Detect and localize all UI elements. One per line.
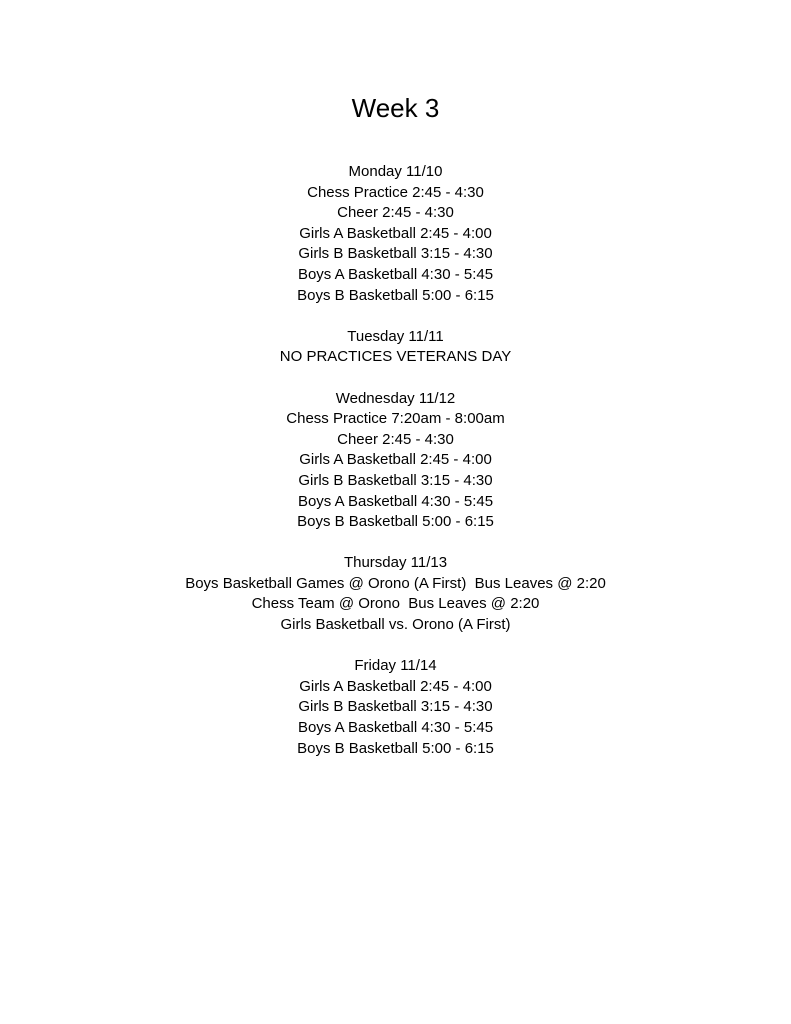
schedule-entry: Cheer 2:45 - 4:30 [337, 430, 454, 448]
schedule-entry: Boys A Basketball 4:30 - 5:45 [297, 492, 494, 510]
schedule-entry: Girls A Basketball 2:45 - 4:00 [299, 224, 492, 242]
schedule-entry: Boys A Basketball 4:30 - 5:45 [297, 719, 494, 737]
schedule-entry: Chess Practice 7:20am - 8:00am [286, 410, 505, 428]
schedule-entry: Boys Basketball Games @ Orono (A First) Bus Leaves @ 2:20 [185, 574, 606, 592]
schedule-entry: Chess Practice 2:45 - 4:30 [307, 183, 484, 201]
day-heading: Tuesday 11/11 [347, 327, 444, 345]
schedule-entry: Chess Team @ Orono Bus Leaves @ 2:20 [251, 595, 540, 613]
page-title: Week 3 [351, 93, 440, 123]
schedule-entry: Girls Basketball vs. Orono (A First) [280, 616, 511, 634]
day-section [0, 389, 791, 533]
day-heading: Thursday 11/13 [343, 554, 448, 572]
schedule-entry: Boys B Basketball 5:00 - 6:15 [297, 739, 494, 757]
schedule-entry: Boys B Basketball 5:00 - 6:15 [297, 513, 494, 531]
schedule-entry: Girls B Basketball 3:15 - 4:30 [298, 245, 493, 263]
day-heading: Wednesday 11/12 [335, 389, 456, 407]
day-heading: Monday 11/10 [348, 163, 443, 180]
schedule [0, 162, 791, 780]
schedule-entry: Girls A Basketball 2:45 - 4:00 [299, 451, 492, 469]
schedule-entry: Girls B Basketball 3:15 - 4:30 [298, 698, 493, 716]
schedule-entry: Boys A Basketball 4:30 - 5:45 [297, 265, 494, 283]
schedule-entry: Cheer 2:45 - 4:30 [337, 204, 454, 222]
day-heading: Friday 11/14 [354, 657, 437, 675]
schedule-entry: Girls B Basketball 3:15 - 4:30 [298, 471, 493, 489]
day-section [0, 327, 791, 368]
schedule-entry: NO PRACTICES VETERANS DAY [279, 348, 512, 366]
day-section [0, 553, 791, 635]
schedule-entry: Boys B Basketball 5:00 - 6:15 [297, 286, 494, 304]
day-section [0, 162, 791, 306]
schedule-entry: Girls A Basketball 2:45 - 4:00 [299, 677, 492, 695]
day-section [0, 656, 791, 759]
